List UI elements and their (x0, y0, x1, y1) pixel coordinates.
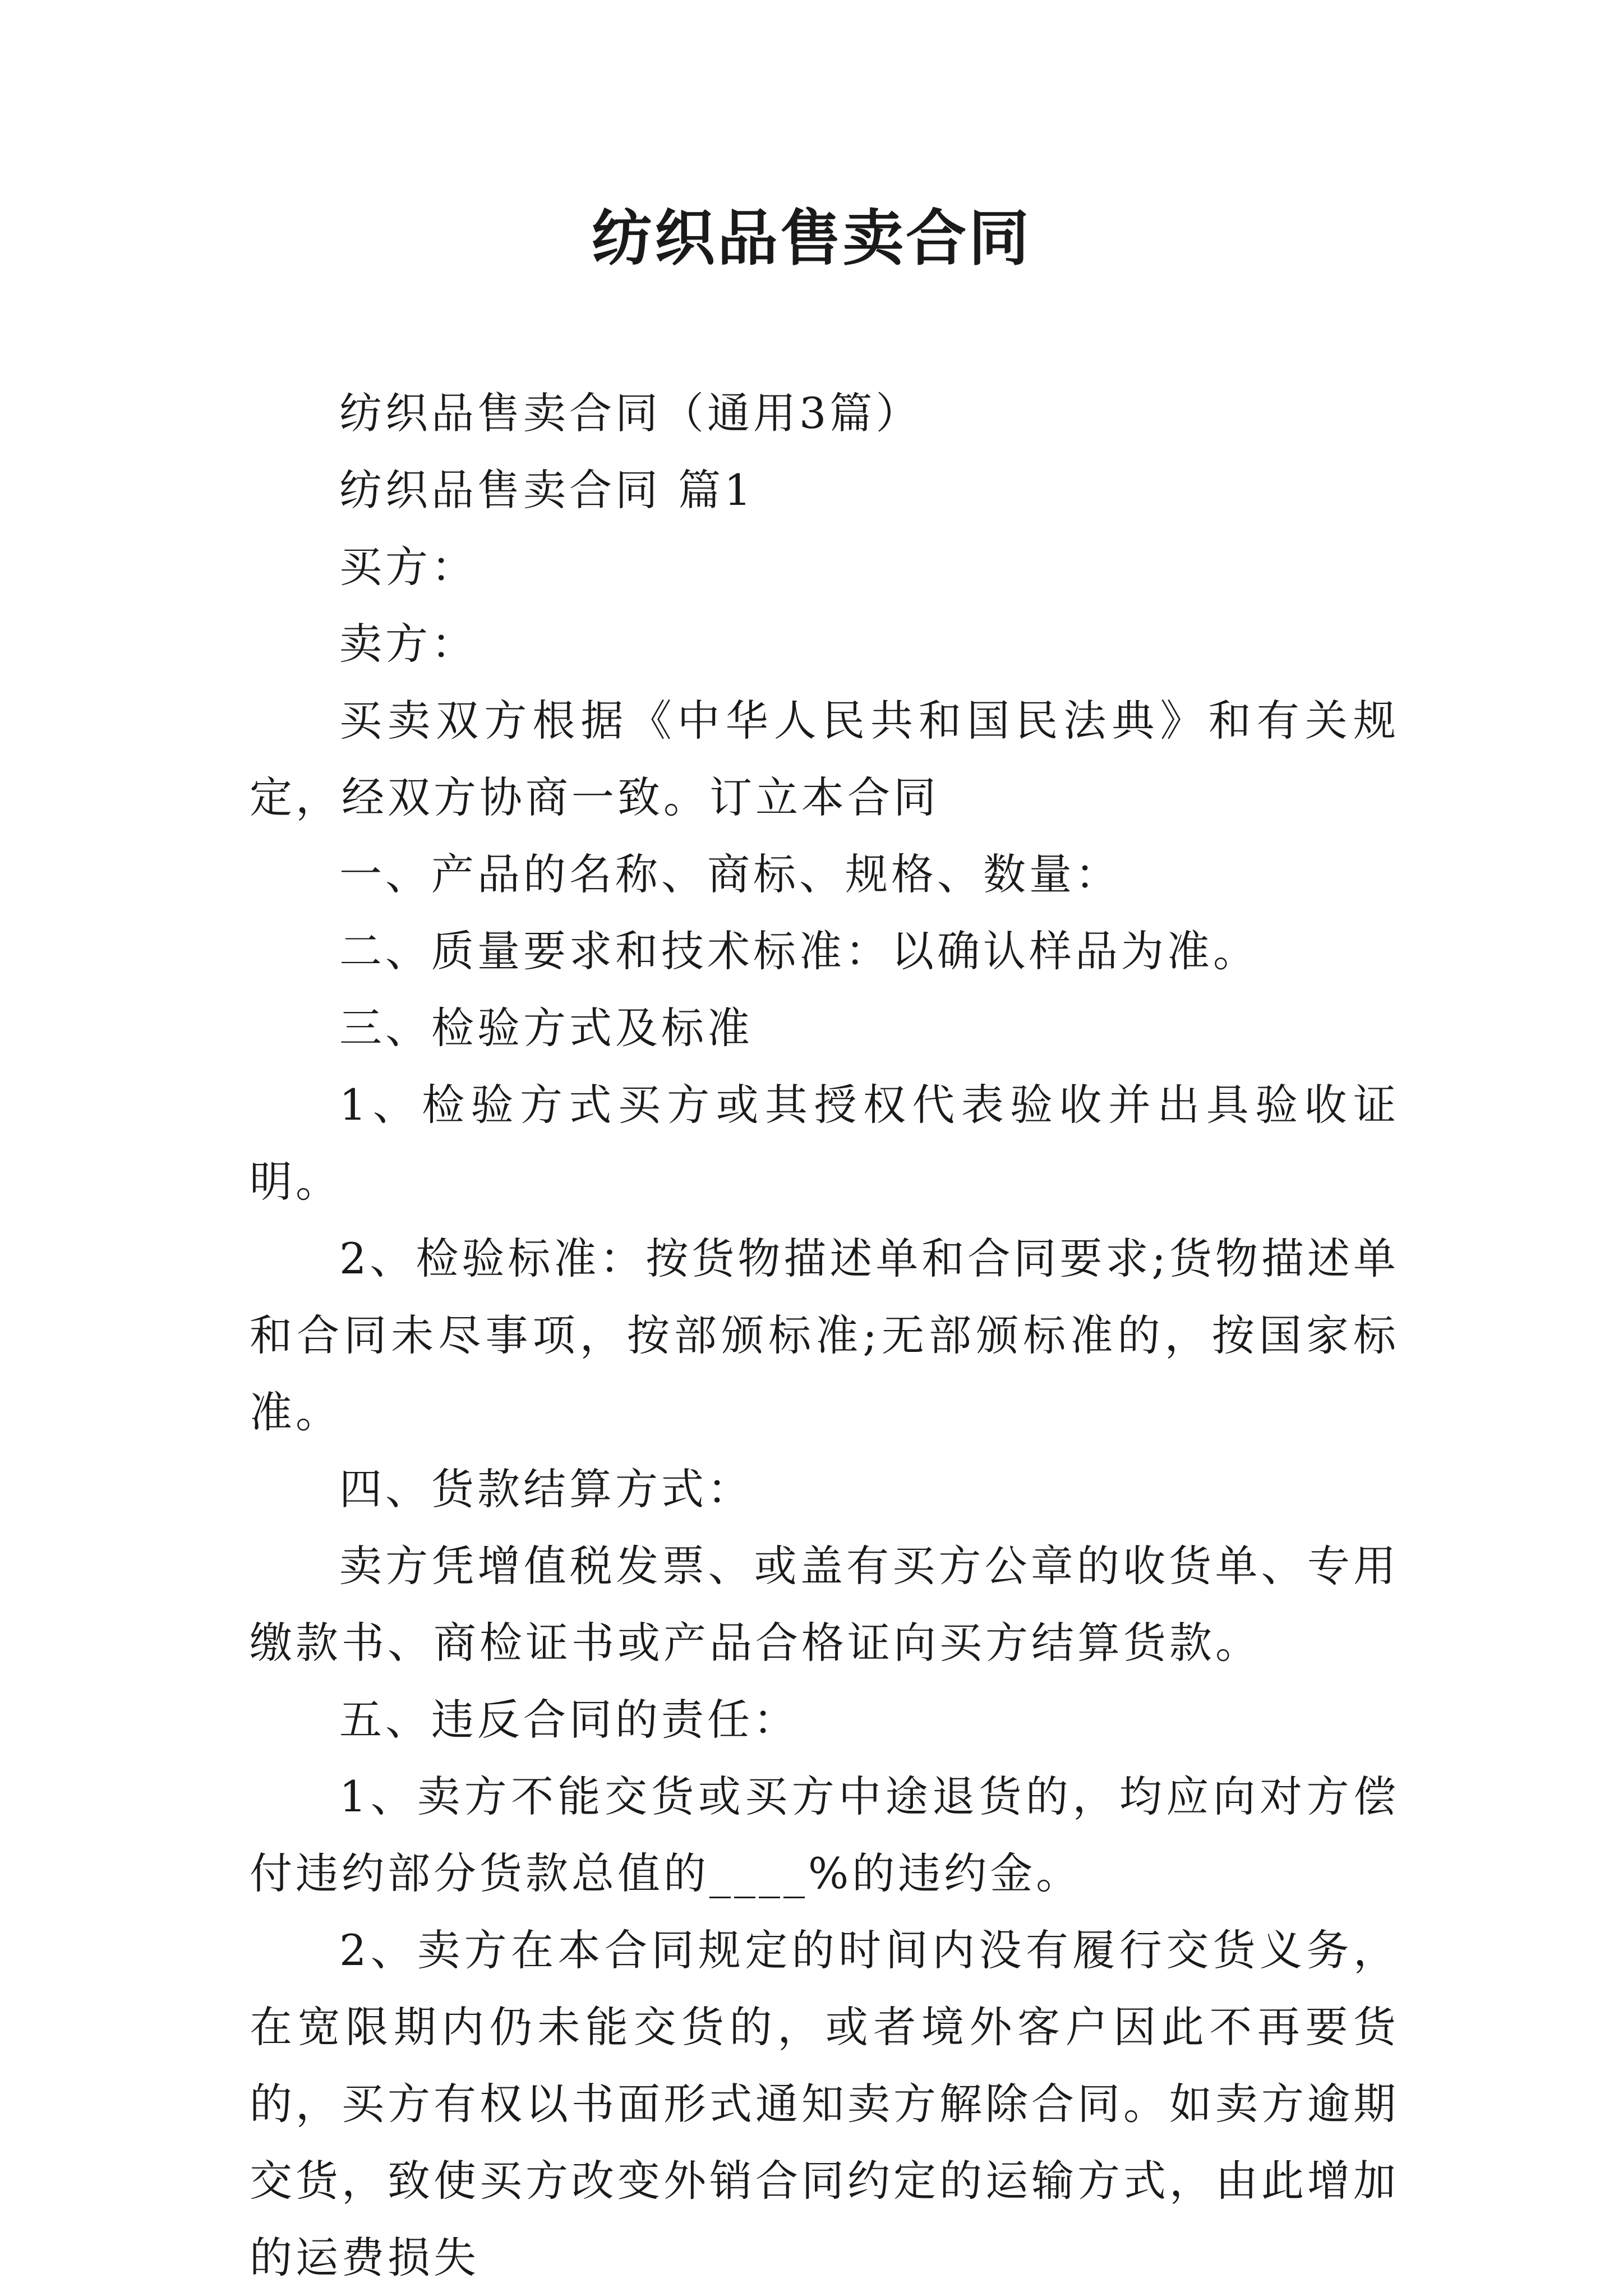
paragraph-preamble: 买卖双方根据《中华人民共和国民法典》和有关规定，经双方协商一致。订立本合同 (250, 696, 1399, 822)
paragraph-section-5-item-2: 2、卖方在本合同规定的时间内没有履行交货义务，在宽限期内仍未能交货的，或者境外客户因此不再要货的，买方有权以书面形式通知卖方解除合同。如卖方逾期交货，致使买方改变外销合同约定的运输方式，由此增加的运费损失 (250, 1925, 1399, 2283)
paragraph-section-1: 一、产品的名称、商标、规格、数量： (339, 849, 1121, 899)
paragraph-section-3-item-2: 2、检验标准：按货物描述单和合同要求;货物描述单和合同未尽事项，按部颁标准;无部颁标准的，按国家标准。 (250, 1234, 1399, 1437)
paragraph-section-2: 二、质量要求和技术标准：以确认样品为准。 (339, 926, 1259, 976)
paragraph-seller: 卖方： (339, 619, 477, 669)
paragraph-heading-part1: 纺织品售卖合同 篇1 (339, 465, 755, 515)
document-body (250, 375, 1399, 2296)
document-title: 纺织品售卖合同 (591, 203, 1031, 274)
paragraph-section-5-item-1: 1、卖方不能交货或买方中途退货的，均应向对方偿付违约部分货款总值的____%的违约金。 (250, 1772, 1399, 1898)
paragraph-section-4: 四、货款结算方式： (339, 1464, 753, 1514)
paragraph-heading-collection: 纺织品售卖合同（通用3篇） (339, 388, 922, 438)
paragraph-section-4-body: 卖方凭增值税发票、或盖有买方公章的收货单、专用缴款书、商检证书或产品合格证向买方结算货款。 (250, 1541, 1399, 1668)
paragraph-section-3-item-1: 1、检验方式买方或其授权代表验收并出具验收证明。 (250, 1080, 1399, 1207)
paragraph-section-5: 五、违反合同的责任： (339, 1695, 799, 1745)
paragraph-section-3: 三、检验方式及标准 (339, 1003, 753, 1053)
paragraph-buyer: 买方： (339, 542, 477, 592)
